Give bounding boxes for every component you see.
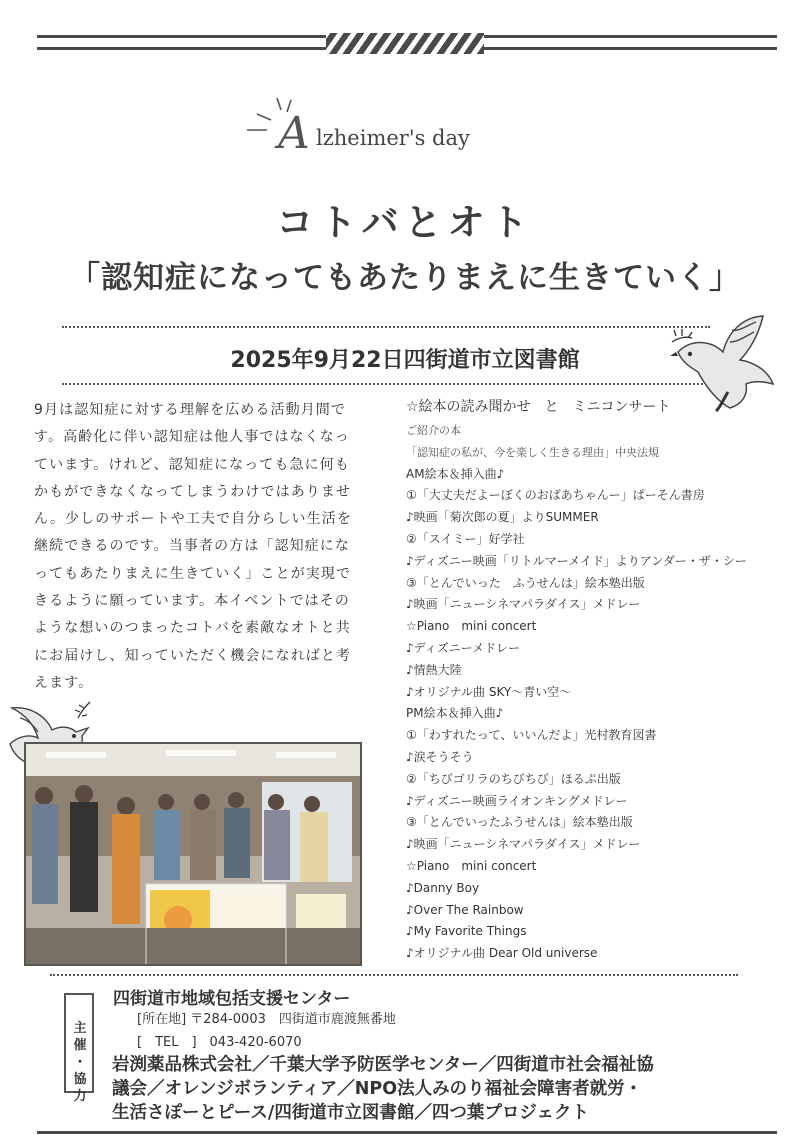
program-item: ♪Danny Boy	[406, 880, 480, 895]
program-item: ♪映画「菊次郎の夏」よりSUMMER	[406, 510, 599, 525]
program-item: ♪映画「ニューシネマパラダイス」メドレー	[406, 597, 641, 612]
program-heading: ☆絵本の読み聞かせ と ミニコンサート	[406, 399, 671, 415]
organizer-tel: [ TEL ] 043-420-6070	[137, 1035, 302, 1050]
book-intro-title: 「認知症の私が、今を楽しく生きる理由」中央法規	[406, 445, 659, 459]
brand-initial: A	[278, 108, 310, 159]
program-item: ☆Piano mini concert	[406, 619, 537, 634]
cooperators-line: 岩渕薬品株式会社／千葉大学予防医学センター／四街道市社会福祉協	[112, 1055, 654, 1075]
divider-bottom	[62, 383, 710, 385]
program-item: ①「わすれたって、いいんだよ」光村教育図書	[406, 728, 657, 743]
program-item: ♪映画「ニューシネマパラダイス」メドレー	[406, 837, 641, 852]
header-hatch-stripe	[326, 33, 484, 54]
intro-line: にお届けし、知っていただく機会になればと考	[34, 647, 352, 664]
program-item: AM絵本＆挿入曲♪	[406, 466, 505, 481]
program-item: ♪ディズニー映画「リトルマーメイド」よりアンダー・ザ・シー	[406, 553, 747, 568]
intro-line: す。高齢化に伴い認知症は他人事ではなくなっ	[34, 429, 350, 446]
brand-logo	[278, 108, 518, 164]
cooperators-line: 生活さぽーとピース/四街道市立図書館／四つ葉プロジェクト	[112, 1103, 589, 1123]
footer-bar	[37, 1131, 777, 1134]
program-item: ♪ディズニー映画ライオンキングメドレー	[406, 793, 628, 808]
organizer-label: 主 催 ・ 協 力	[73, 1021, 87, 1104]
brand-text: lzheimer's day	[316, 126, 470, 150]
book-intro-label: ご紹介の本	[406, 424, 461, 437]
program-list	[406, 396, 806, 965]
intro-line: かもができなくなってしまうわけではありませ	[34, 483, 352, 500]
organizer-address: [所在地] 〒284-0003 四街道市鹿渡無番地	[137, 1012, 396, 1027]
intro-line: きるように願っています。本イベントではその	[34, 593, 350, 610]
intro-line: ってもあたりまえに生きていく」ことが実現で	[34, 565, 352, 582]
intro-paragraph	[34, 397, 379, 697]
organizer-name: 四街道市地域包括支援センター	[113, 989, 351, 1009]
program-item: ♪ディズニーメドレー	[406, 640, 521, 655]
program-item: ♪情熱大陸	[406, 662, 462, 677]
subtitle: 「認知症になってもあたりまえに生きていく」	[69, 260, 741, 296]
date-venue: 2025年9月22日四街道市立図書館	[230, 348, 580, 373]
cooperators	[112, 1053, 787, 1125]
divider-footer	[50, 974, 738, 976]
intro-line: 継続できるのです。当事者の方は「認知症にな	[34, 538, 350, 555]
divider-top	[62, 326, 710, 328]
program-item: ♪オリジナル曲 Dear Old universe	[406, 946, 598, 961]
intro-line: ん。少しのサポートや工夫で自分らしい生活を	[34, 511, 352, 528]
program-item: ②「ちびゴリラのちびちび」ほるぷ出版	[406, 771, 621, 786]
intro-line: ような想いのつまったコトバを素敵なオトと共	[34, 620, 351, 637]
cooperators-line: 議会／オレンジボランティア／NPO法人みのり福祉会障害者就労・	[112, 1079, 643, 1099]
main-title: コトバとオト	[276, 201, 534, 244]
program-item: ♪My Favorite Things	[406, 924, 527, 939]
program-item: ♪涙そうそう	[406, 749, 474, 764]
program-item: ☆Piano mini concert	[406, 858, 537, 873]
program-item: ③「とんでいった ふうせんは」絵本塾出版	[406, 575, 645, 590]
intro-line: 9月は認知症に対する理解を広める活動月間で	[34, 402, 347, 418]
program-item: ②「スイミー」好学社	[406, 531, 525, 546]
intro-line: えます。	[34, 674, 94, 691]
program-item: ①「大丈夫だよーぼくのおばあちゃんー」ぱーそん書房	[406, 488, 705, 503]
program-item: ③「とんでいったふうせんは」絵本塾出版	[406, 815, 633, 830]
event-photo	[24, 742, 362, 966]
program-item: ♪Over The Rainbow	[406, 902, 524, 917]
program-item: ♪オリジナル曲 SKY〜青い空〜	[406, 684, 572, 699]
intro-line: ています。けれど、認知症になっても急に何も	[34, 456, 350, 473]
program-item: PM絵本＆挿入曲♪	[406, 706, 504, 721]
